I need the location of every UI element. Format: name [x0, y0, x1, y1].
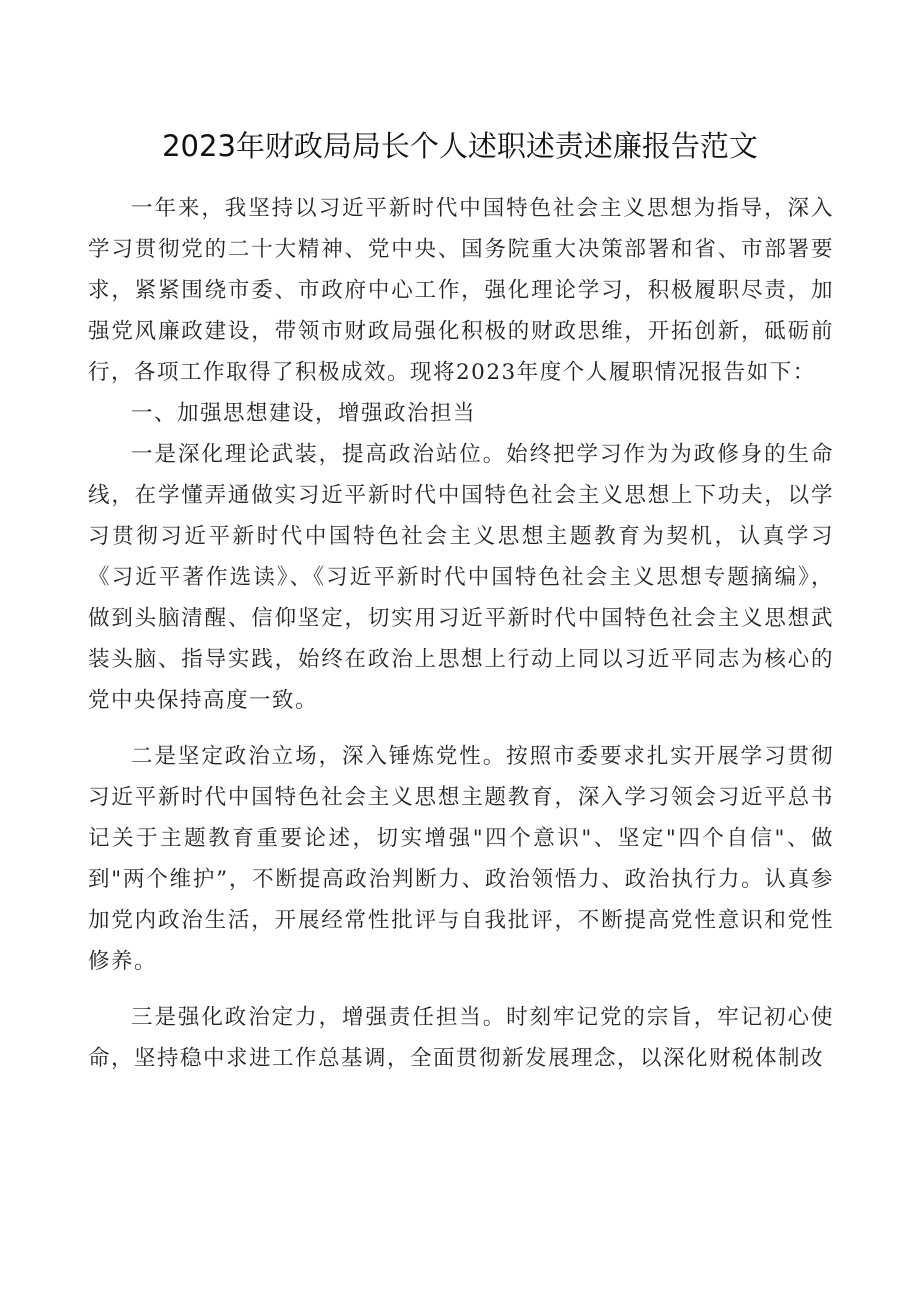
- paragraph-political-resolve: 三是强化政治定力，增强责任担当。时刻牢记党的宗旨，牢记初心使命，坚持稳中求进工作总基调，全面贯彻新发展理念，以深化财税体制改: [88, 1005, 834, 1071]
- paragraph-political-stance: 二是坚定政治立场，深入锤炼党性。按照市委要求扎实开展学习贯彻习近平新时代中国特色社会主义思想主题教育，深入学习领会习近平总书记关于主题教育重要论述，切实增强"四个意识"、坚定"四个自信"、做到"两个维护”，不断提高政治判断力、政治领悟力、政治执行力。认真参加党内政治生活，开展经常性批评与自我批评，不断提高党性意识和党性修养。: [88, 744, 834, 974]
- document-title: 2023年财政局局长个人述职述责述廉报告范文: [162, 129, 758, 163]
- section-heading-1: 一、加强思想建设，增强政治担当: [131, 401, 477, 426]
- document-body: [88, 188, 834, 1079]
- paragraph-theory: 一是深化理论武装，提高政治站位。始终把学习作为为政修身的生命线，在学懂弄通做实习近平新时代中国特色社会主义思想上下功夫，以学习贯彻习近平新时代中国特色社会主义思想主题教育为契机，认真学习《习近平著作选读》、《习近平新时代中国特色社会主义思想专题摘编》，做到头脑清醒、信仰坚定，切实用习近平新时代中国特色社会主义思想武装头脑、指导实践，始终在政治上思想上行动上同以习近平同志为核心的党中央保持高度一致。: [88, 442, 834, 713]
- intro-paragraph: 一年来，我坚持以习近平新时代中国特色社会主义思想为指导，深入学习贯彻党的二十大精神、党中央、国务院重大决策部署和省、市部署要求，紧紧围绕市委、市政府中心工作，强化理论学习，积极履职尽责，加强党风廉政建设，带领市财政局强化积极的财政思维，开拓创新，砥砺前行，各项工作取得了积极成效。现将2023年度个人履职情况报告如下：: [88, 196, 834, 385]
